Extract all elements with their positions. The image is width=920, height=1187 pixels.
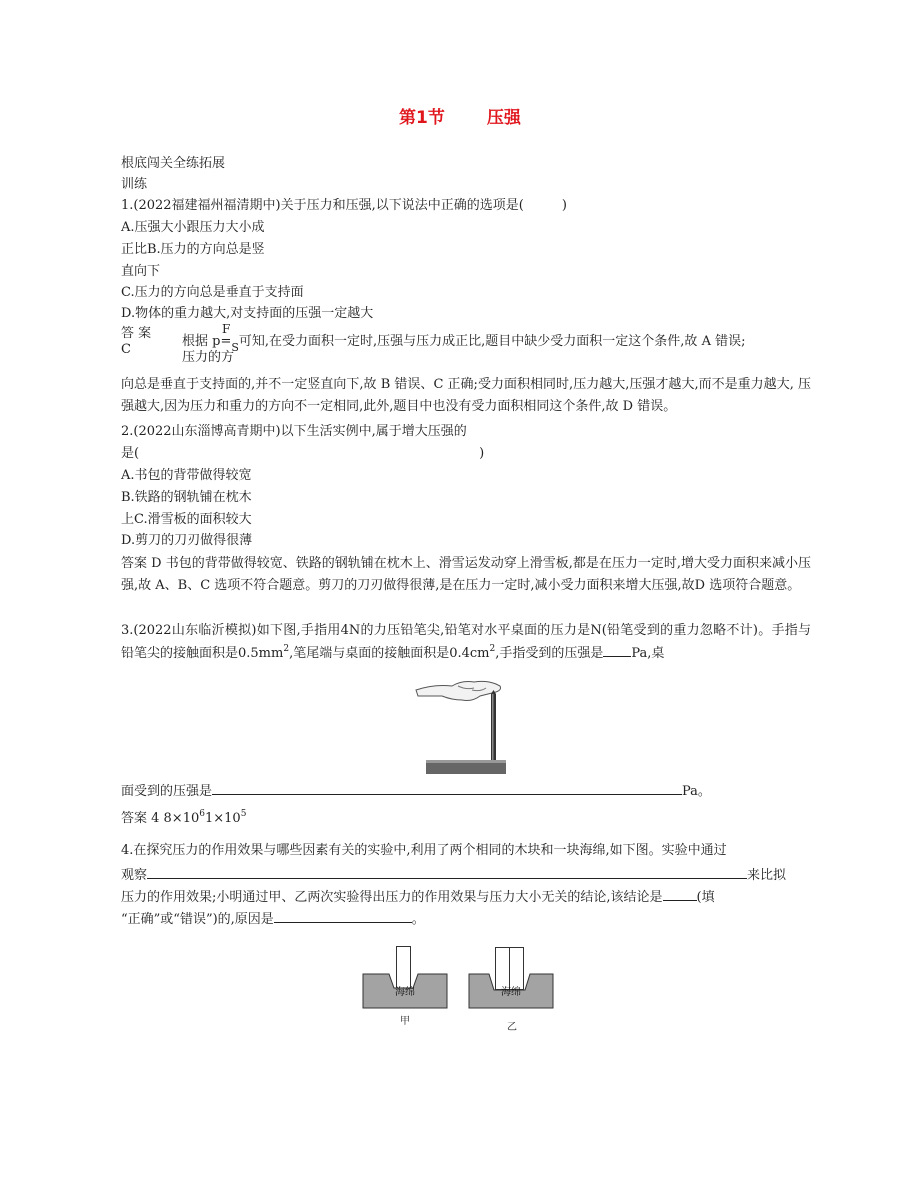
q1-stem-end: )	[561, 198, 567, 213]
q3-stem-text-b: ,笔尾端与桌面的接触面积是0.4cm	[289, 646, 490, 661]
q1-explanation-line-1	[182, 334, 746, 354]
q4-blank-1[interactable]	[147, 864, 747, 879]
header-line-2: 训练	[121, 177, 148, 192]
q2-option-d: D.剪刀的刀刃做得很薄	[121, 533, 253, 548]
q2-answer: 答案 D 书包的背带做得较宽、铁路的钢轨铺在枕木上、滑雪运发动穿上滑雪板,都是在压力一定时,增大受力面积来减小压强,故 A、B、C 选项不符合题意。剪刀的刀刃做得很薄,是在压力一定时,减小受力面积来增大压强,故D 选项符合题意。	[121, 556, 811, 593]
q4-line-4	[121, 908, 425, 928]
sponge-label-b: 海绵	[501, 987, 521, 998]
q3-answer-text-b: 1×10	[204, 811, 241, 826]
q3-answer-text-a: 答案 4 8×10	[121, 811, 200, 826]
q2-stem-cont	[121, 446, 484, 462]
sponge-label-a: 海绵	[395, 987, 415, 998]
q3-stem-text-d: Pa,桌	[631, 646, 665, 661]
q3-answer-superscript-2: 5	[240, 809, 247, 819]
page-title	[399, 108, 521, 128]
q1-option-c: C.压力的方向总是垂直于支持面	[121, 285, 304, 300]
sponge-figure-a	[361, 944, 449, 1032]
q4-line-4-end: 。	[411, 912, 425, 927]
q1-option-b-cont: 直向下	[121, 264, 161, 279]
q3-blank-2[interactable]	[212, 780, 682, 795]
q4-line-1: 4.在探究压力的作用效果与哪些因素有关的实验中,利用了两个相同的木块和一块海绵,如下图。实验中通过	[121, 843, 727, 858]
q3-superscript-1: 2	[283, 644, 290, 654]
q3-stem-text-c: ,手指受到的压强是	[495, 646, 604, 661]
pencil-press-figure	[414, 676, 514, 778]
q1-formula-prefix: 根据 p=	[182, 334, 232, 349]
q1-option-b: 正比B.压力的方向总是竖	[121, 242, 265, 257]
q3-line-2	[121, 780, 711, 800]
q1-answer-label: 答 案	[121, 326, 152, 341]
q3-superscript-2: 2	[489, 644, 496, 654]
q2-option-a: A.书包的背带做得较宽	[121, 468, 252, 483]
q3-answer-superscript-1: 6	[199, 809, 205, 819]
q1-stem-text: 1.(2022福建福州福清期中)关于压力和压强,以下说法中正确的选项是(	[121, 198, 524, 213]
q4-line-3-text: 压力的作用效果;小明通过甲、乙两次实验得出压力的作用效果与压力大小无关的结论,该结论是	[121, 890, 663, 905]
header-line-1: 根底闯关全练拓展	[121, 156, 226, 171]
q2-stem-cont-text: 是(	[121, 446, 140, 461]
q3-line-2-unit: Pa。	[682, 784, 711, 799]
q1-fraction-denominator: S	[231, 341, 239, 354]
q1-explanation-cont: 向总是垂直于支持面的,并不一定竖直向下,故 B 错误、C 正确;受力面积相同时,压力越大,压强才越大,而不是重力越大, 压强越大,因为压力和重力的方向不一定相同,此外,题目中也没有受力面积相同这个条件,故 D 错误。	[121, 377, 811, 414]
section-name: 压强	[486, 108, 521, 128]
q1-explanation-text-1: 可知,在受力面积一定时,压强与压力成正比,题目中缺少受力面积一定这个条件,故 A 错误;	[238, 334, 746, 349]
section-number: 第1节	[399, 108, 445, 128]
q4-line-3	[121, 886, 715, 906]
q4-line-2	[121, 864, 786, 884]
q3-blank-1[interactable]	[603, 642, 631, 657]
q2-stem: 2.(2022山东淄博高青期中)以下生活实例中,属于增大压强的	[121, 424, 467, 439]
q1-stem	[121, 198, 567, 214]
q2-option-b: B.铁路的钢轨铺在枕木	[121, 490, 252, 505]
q1-fraction-numerator: F	[222, 322, 231, 336]
q1-explanation-line-2: 压力的方	[182, 350, 235, 365]
q4-line-3-end: (填	[696, 890, 715, 905]
q4-line-2-end: 来比拟	[747, 868, 787, 883]
q4-blank-3[interactable]	[274, 908, 412, 923]
q2-stem-end: )	[479, 446, 485, 461]
q4-line-2-text: 观察	[121, 868, 148, 883]
q4-blank-2[interactable]	[663, 886, 697, 901]
q3-stem	[121, 620, 811, 665]
figure-label-jia: 甲	[400, 1016, 410, 1027]
q3-line-2-text: 面受到的压强是	[121, 784, 213, 799]
figure-label-yi: 乙	[507, 1022, 517, 1033]
q3-answer	[121, 811, 246, 827]
q3-stem-text-a: 3.(2022山东临沂模拟)如下图,手指用4N的力压铅笔尖,铅笔对水平桌面的压力是N(铅笔受到的重力忽略不计)。手指与铅笔尖的接触面积是0.5mm	[121, 623, 811, 661]
q2-option-c: 上C.滑雪板的面积较大	[121, 512, 252, 527]
sponge-figure-b	[467, 944, 555, 1032]
q1-answer-choice: C	[121, 342, 131, 357]
q1-option-a: A.压强大小跟压力大小成	[121, 220, 265, 235]
q4-line-4-text: “正确”或“错误”)的,原因是	[121, 912, 274, 927]
q1-option-d: D.物体的重力越大,对支持面的压强一定越大	[121, 306, 374, 321]
